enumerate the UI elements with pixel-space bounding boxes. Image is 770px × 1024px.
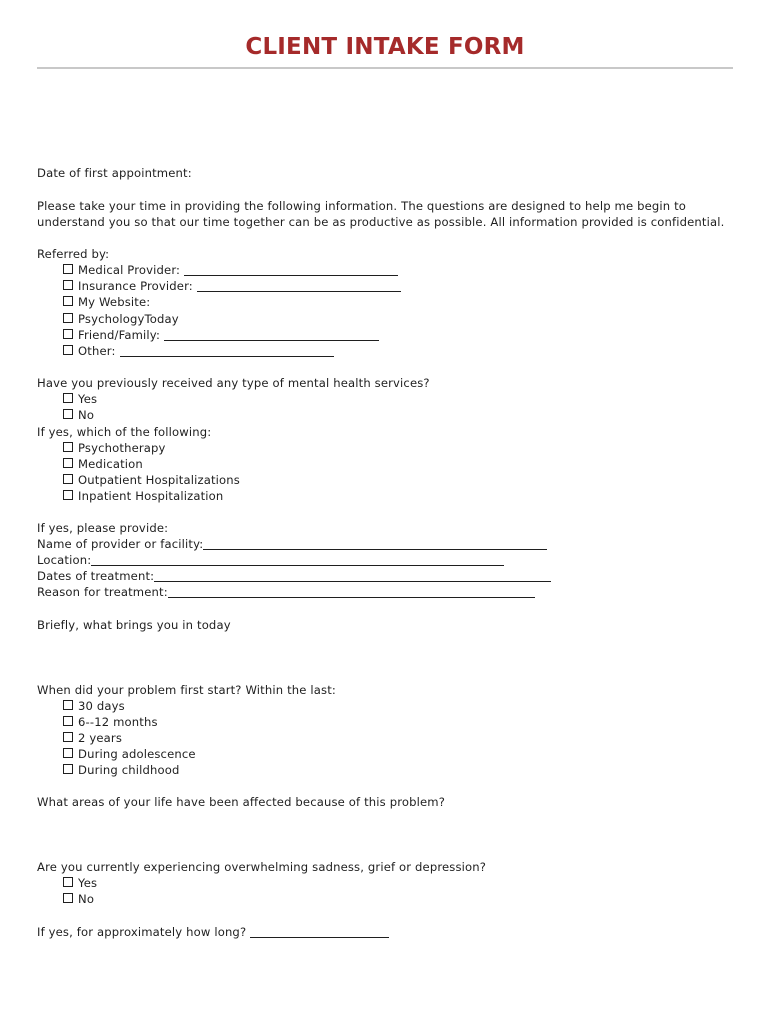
referral-option-psychologytoday[interactable] (63, 311, 179, 327)
sadness-no[interactable] (63, 891, 94, 907)
option-label: Yes (78, 392, 98, 406)
option-label: Psychotherapy (78, 441, 166, 455)
checkbox[interactable] (63, 716, 73, 726)
referral-option-friend-family[interactable] (63, 327, 379, 343)
intro-line-1: Please take your time in providing the following information. The questions are designed to help me begin to (37, 199, 687, 213)
location-blank[interactable] (91, 553, 504, 566)
problem-start-question: When did your problem first start? Within the last: (37, 683, 336, 697)
option-label: PsychologyToday (78, 312, 179, 326)
option-label: 6--12 months (78, 715, 158, 729)
checkbox[interactable] (63, 409, 73, 419)
field-label: Dates of treatment: (37, 569, 155, 583)
problem-start-2-years[interactable] (63, 730, 122, 746)
form-title: CLIENT INTAKE FORM (245, 34, 525, 60)
option-label: Insurance Provider: (78, 279, 193, 293)
option-label: Medication (78, 457, 143, 471)
option-label: Yes (78, 876, 98, 890)
option-label: Outpatient Hospitalizations (78, 473, 240, 487)
checkbox[interactable] (63, 732, 73, 742)
option-label: Friend/Family: (78, 328, 161, 342)
checkbox[interactable] (63, 893, 73, 903)
field-label: If yes, for approximately how long? (37, 925, 247, 939)
dates-of-treatment-blank[interactable] (154, 569, 551, 582)
insurance-provider-blank[interactable] (197, 279, 401, 292)
problem-start-6-12-months[interactable] (63, 714, 158, 730)
date-first-appointment-label: Date of first appointment: (37, 166, 192, 180)
option-label: My Website: (78, 295, 151, 309)
checkbox[interactable] (63, 329, 73, 339)
checkbox[interactable] (63, 264, 73, 274)
checkbox[interactable] (63, 764, 73, 774)
sadness-yes[interactable] (63, 875, 97, 891)
referral-option-insurance[interactable] (63, 278, 401, 294)
reason-for-treatment-blank[interactable] (168, 585, 535, 598)
referral-option-medical[interactable] (63, 262, 398, 278)
other-blank[interactable] (120, 344, 334, 357)
brings-you-question: Briefly, what brings you in today (37, 618, 231, 632)
checkbox[interactable] (63, 490, 73, 500)
dates-of-treatment-field[interactable] (37, 568, 551, 584)
checkbox[interactable] (63, 474, 73, 484)
prior-services-question: Have you previously received any type of mental health services? (37, 376, 430, 390)
field-label: Reason for treatment: (37, 585, 168, 599)
checkbox[interactable] (63, 296, 73, 306)
service-type-medication[interactable] (63, 456, 143, 472)
sadness-duration-field[interactable] (37, 924, 389, 940)
problem-start-childhood[interactable] (63, 762, 179, 778)
checkbox[interactable] (63, 393, 73, 403)
location-field[interactable] (37, 552, 504, 568)
problem-start-30-days[interactable] (63, 698, 125, 714)
option-label: Medical Provider: (78, 263, 181, 277)
checkbox[interactable] (63, 313, 73, 323)
service-type-psychotherapy[interactable] (63, 440, 166, 456)
service-type-outpatient[interactable] (63, 472, 240, 488)
sadness-question: Are you currently experiencing overwhelming sadness, grief or depression? (37, 860, 487, 874)
checkbox[interactable] (63, 877, 73, 887)
checkbox[interactable] (63, 345, 73, 355)
referral-option-other[interactable] (63, 343, 334, 359)
title-divider (37, 67, 733, 69)
checkbox[interactable] (63, 442, 73, 452)
option-label: 2 years (78, 731, 123, 745)
option-label: No (78, 892, 95, 906)
prior-services-yes[interactable] (63, 391, 97, 407)
provide-heading: If yes, please provide: (37, 521, 169, 535)
prior-services-followup: If yes, which of the following: (37, 425, 212, 439)
checkbox[interactable] (63, 458, 73, 468)
referral-option-website[interactable] (63, 294, 150, 310)
medical-provider-blank[interactable] (184, 263, 398, 276)
option-label: Inpatient Hospitalization (78, 489, 224, 503)
option-label: Other: (78, 344, 116, 358)
option-label: During childhood (78, 763, 180, 777)
field-label: Name of provider or facility: (37, 537, 204, 551)
checkbox[interactable] (63, 280, 73, 290)
prior-services-no[interactable] (63, 407, 94, 423)
reason-for-treatment-field[interactable] (37, 584, 535, 600)
provider-name-field[interactable] (37, 536, 547, 552)
option-label: During adolescence (78, 747, 196, 761)
sadness-duration-blank[interactable] (250, 925, 389, 938)
checkbox[interactable] (63, 748, 73, 758)
checkbox[interactable] (63, 700, 73, 710)
areas-affected-question: What areas of your life have been affected because of this problem? (37, 795, 446, 809)
provider-name-blank[interactable] (203, 537, 547, 550)
referred-by-label: Referred by: (37, 247, 110, 261)
service-type-inpatient[interactable] (63, 488, 223, 504)
problem-start-adolescence[interactable] (63, 746, 196, 762)
option-label: 30 days (78, 699, 125, 713)
intro-line-2: understand you so that our time together can be as productive as possible. All information provided is confidential. (37, 215, 725, 229)
field-label: Location: (37, 553, 92, 567)
friend-family-blank[interactable] (164, 328, 379, 341)
option-label: No (78, 408, 95, 422)
